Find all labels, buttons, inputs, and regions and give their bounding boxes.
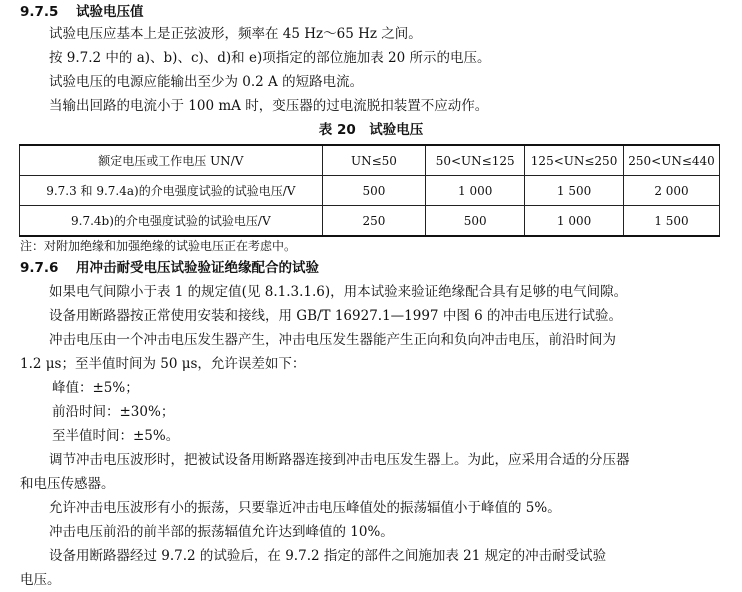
test-voltage-table — [19, 144, 720, 237]
table-cell: 500 — [322, 176, 426, 206]
table-cell: 1 000 — [525, 206, 624, 237]
table-cell: 9.7.4b)的介电强度试验的试验电压/V — [20, 206, 323, 237]
table-cell: 500 — [426, 206, 525, 237]
table-cell: 9.7.3 和 9.7.4a)的介电强度试验的试验电压/V — [20, 176, 323, 206]
paragraph-line: 按 9.7.2 中的 a)、b)、c)、d)和 e)项指定的部位施加表 20 所示的电压。 — [49, 50, 491, 66]
tolerance-line: 至半值时间：±5%。 — [52, 428, 180, 444]
table-caption: 表 20 试验电压 — [318, 122, 424, 138]
paragraph-line: 试验电压的电源应能输出至少为 0.2 A 的短路电流。 — [49, 74, 364, 90]
table-cell: 1 500 — [525, 176, 624, 206]
paragraph-line: 设备用断路器经过 9.7.2 的试验后，在 9.7.2 指定的部件之间施加表 21 规定的冲击耐受试验 — [49, 548, 607, 564]
paragraph-line: 1.2 μs；至半值时间为 50 μs，允许误差如下： — [20, 356, 306, 372]
tolerance-line: 前沿时间：±30%； — [52, 404, 175, 420]
table-header-cell: UN≤50 — [322, 145, 426, 176]
paragraph-line: 试验电压应基本上是正弦波形，频率在 45 Hz～65 Hz 之间。 — [49, 26, 422, 42]
table-cell: 1 500 — [624, 206, 720, 237]
paragraph-line: 当输出回路的电流小于 100 mA 时，变压器的过电流脱扣装置不应动作。 — [49, 98, 489, 114]
paragraph-line: 如果电气间隙小于表 1 的规定值(见 8.1.3.1.6)，用本试验来验证绝缘配合具有足够的电气间隙。 — [49, 284, 628, 300]
table-note: 注：对附加绝缘和加强绝缘的试验电压正在考虑中。 — [20, 239, 297, 253]
paragraph-line: 和电压传感器。 — [20, 476, 115, 492]
paragraph-line: 调节冲击电压波形时，把被试设备用断路器连接到冲击电压发生器上。为此，应采用合适的分压器 — [49, 452, 630, 468]
paragraph-line: 允许冲击电压波形有小的振荡，只要靠近冲击电压峰值处的振荡辐值小于峰值的 5%。 — [49, 500, 561, 516]
table-header-row — [20, 145, 720, 176]
table-row — [20, 206, 720, 237]
section-number: 9.7.6 — [20, 260, 59, 276]
tolerance-line: 峰值：±5%； — [52, 380, 139, 396]
table-cell: 250 — [322, 206, 426, 237]
table-header-cell: 250<UN≤440 — [624, 145, 720, 176]
section-heading-9-7-6 — [20, 258, 319, 278]
paragraph-line: 设备用断路器按正常使用安装和接线，用 GB/T 16927.1—1997 中图 6 的冲击电压进行试验。 — [49, 308, 622, 324]
table-header-cell: 50<UN≤125 — [426, 145, 525, 176]
paragraph-line: 冲击电压前沿的前半部的振荡辐值允许达到峰值的 10%。 — [49, 524, 394, 540]
table-row — [20, 176, 720, 206]
section-title: 用冲击耐受电压试验验证绝缘配合的试验 — [76, 260, 319, 276]
paragraph-line: 冲击电压由一个冲击电压发生器产生，冲击电压发生器能产生正向和负向冲击电压，前沿时间为 — [49, 332, 616, 348]
section-title: 试验电压值 — [76, 4, 144, 20]
table-cell: 2 000 — [624, 176, 720, 206]
table-header-cell: 125<UN≤250 — [525, 145, 624, 176]
section-number: 9.7.5 — [20, 4, 59, 20]
table-cell: 1 000 — [426, 176, 525, 206]
section-heading-9-7-5 — [20, 2, 144, 22]
table-header-cell: 额定电压或工作电压 UN/V — [20, 145, 323, 176]
paragraph-line: 电压。 — [20, 572, 61, 588]
